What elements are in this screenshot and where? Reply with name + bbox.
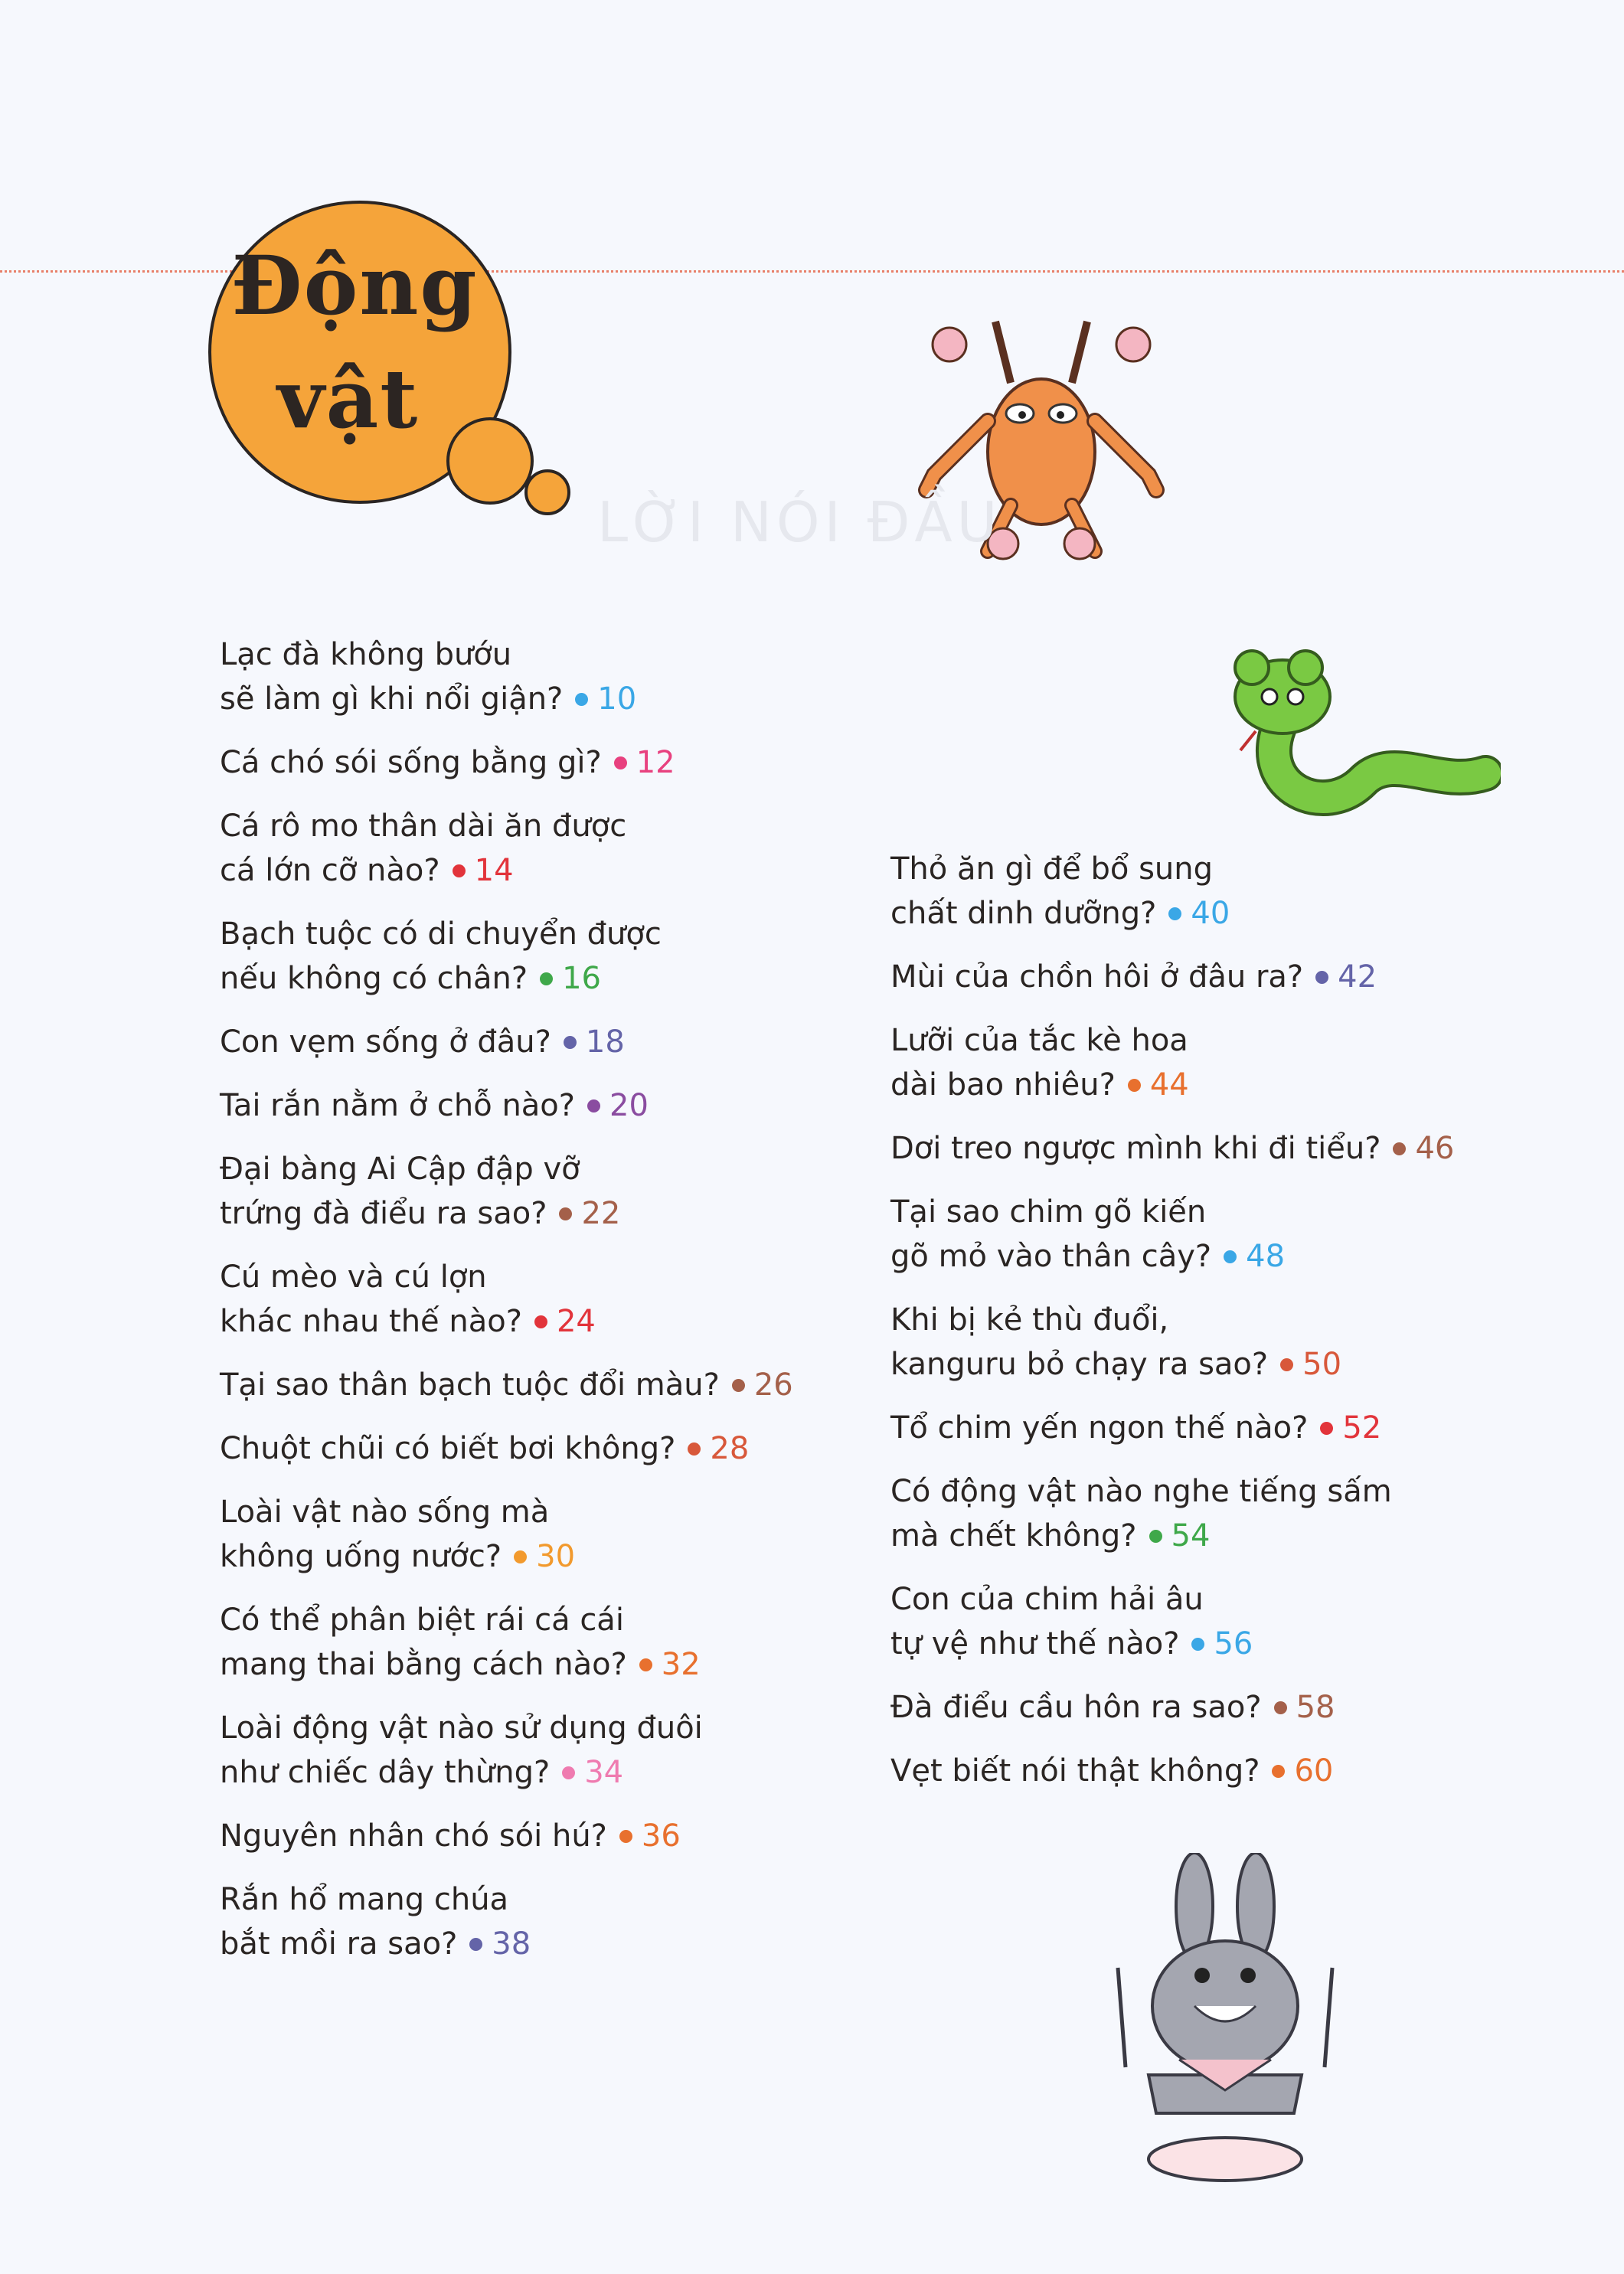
toc-entry-text: Loài vật nào sống mà [220, 1495, 550, 1530]
toc-entry-text-line [220, 1191, 878, 1236]
toc-entry-text-line [220, 632, 878, 677]
toc-entry-text-line [220, 956, 878, 1001]
toc-entry-text: khác nhau thế nào? [220, 1304, 522, 1339]
toc-entry-text: Có động vật nào nghe tiếng sấm [890, 1474, 1392, 1509]
toc-entry-text: Đà điểu cầu hôn ra sao? [890, 1690, 1262, 1725]
toc-entry-text-line [890, 1685, 1541, 1730]
toc-entry[interactable] [890, 1577, 1541, 1666]
toc-entry-text: bắt mồi ra sao? [220, 1926, 458, 1962]
toc-entry-text: sẽ làm gì khi nổi giận? [220, 681, 564, 717]
toc-entry-text: Đại bàng Ai Cập đập vỡ [220, 1152, 580, 1187]
bullet-dot-icon [1315, 971, 1328, 984]
page-number: 12 [636, 745, 675, 780]
bullet-dot-icon [469, 1938, 482, 1951]
toc-entry-text: Rắn hổ mang chúa [220, 1882, 509, 1917]
toc-entry-text-line [890, 1063, 1541, 1107]
bullet-dot-icon [1224, 1250, 1237, 1263]
green-snake-illustration [1210, 635, 1501, 842]
page-number: 50 [1302, 1347, 1342, 1382]
toc-entry-text-line [890, 1342, 1541, 1387]
toc-entry-text-line [220, 1706, 878, 1750]
toc-entry-text: Vẹt biết nói thật không? [890, 1753, 1260, 1789]
page-number: 22 [581, 1196, 621, 1231]
toc-entry-text: Tổ chim yến ngon thế nào? [890, 1410, 1309, 1446]
toc-entry-text-line [890, 1126, 1541, 1171]
toc-entry-text-line [890, 1577, 1541, 1622]
bullet-dot-icon [1149, 1530, 1162, 1543]
toc-entry-text-line [220, 804, 878, 848]
toc-entry-text: trứng đà điểu ra sao? [220, 1196, 547, 1231]
page-number: 58 [1296, 1690, 1335, 1725]
toc-entry-text-line [220, 848, 878, 893]
toc-entry-text: Con vẹm sống ở đâu? [220, 1024, 551, 1060]
bullet-dot-icon [540, 972, 553, 985]
page-title-line-1: Động [231, 237, 479, 333]
toc-entry-text: dài bao nhiêu? [890, 1067, 1116, 1103]
toc-entry[interactable] [220, 912, 878, 1001]
reverse-page-ghost: LỜI NÓI ĐẦU [597, 490, 1002, 554]
toc-entry-text-line [890, 955, 1541, 999]
toc-entry-text-line [220, 1083, 878, 1128]
toc-entry-text: Cú mèo và cú lợn [220, 1260, 487, 1295]
toc-entry[interactable] [220, 1083, 878, 1128]
bullet-dot-icon [1393, 1142, 1406, 1155]
page-number: 10 [597, 681, 637, 717]
toc-entry-text-line [890, 1190, 1541, 1234]
toc-entry-text: gõ mỏ vào thân cây? [890, 1239, 1212, 1274]
toc-entry[interactable] [890, 847, 1541, 936]
toc-entry-text: Dơi treo ngược mình khi đi tiểu? [890, 1131, 1381, 1166]
toc-entry[interactable] [220, 1020, 878, 1064]
toc-entry[interactable] [220, 1255, 878, 1344]
toc-entry[interactable] [220, 632, 878, 721]
toc-entry[interactable] [890, 1190, 1541, 1279]
toc-entry-text-line [220, 1426, 878, 1471]
toc-entry-text-line [890, 1469, 1541, 1514]
bullet-dot-icon [559, 1207, 572, 1220]
toc-entry-text-line [220, 740, 878, 785]
toc-entry-text: như chiếc dây thừng? [220, 1755, 551, 1790]
bullet-dot-icon [619, 1830, 632, 1843]
toc-entry[interactable] [890, 1126, 1541, 1171]
toc-entry-text-line [220, 1922, 878, 1966]
page-number: 34 [584, 1755, 624, 1790]
toc-entry-text-line [220, 1598, 878, 1642]
page-number: 54 [1171, 1518, 1211, 1554]
toc-left-column [220, 632, 878, 1985]
page-number: 18 [585, 1024, 625, 1060]
toc-entry[interactable] [220, 1814, 878, 1858]
page-number: 32 [661, 1647, 701, 1682]
bullet-dot-icon [639, 1658, 652, 1671]
page-number: 40 [1191, 896, 1230, 931]
toc-entry-text: Chuột chũi có biết bơi không? [220, 1431, 676, 1466]
toc-entry-text: Con của chim hải âu [890, 1582, 1204, 1617]
toc-entry-text-line [890, 847, 1541, 891]
toc-entry-text: mang thai bằng cách nào? [220, 1647, 627, 1682]
bullet-dot-icon [614, 756, 627, 769]
bullet-dot-icon [1272, 1765, 1285, 1778]
page-number: 24 [556, 1304, 596, 1339]
toc-entry[interactable] [220, 1363, 878, 1407]
toc-entry-text-line [220, 1299, 878, 1344]
bullet-dot-icon [688, 1442, 701, 1456]
toc-entry-text-line [890, 1514, 1541, 1558]
toc-entry[interactable] [220, 1426, 878, 1471]
bullet-dot-icon [534, 1315, 547, 1328]
page-number: 56 [1214, 1626, 1253, 1661]
toc-entry-text: cá lớn cỡ nào? [220, 853, 440, 888]
page-number: 28 [710, 1431, 750, 1466]
toc-entry-text: Lạc đà không bướu [220, 637, 512, 672]
bullet-dot-icon [1128, 1079, 1141, 1092]
page-number: 60 [1294, 1753, 1334, 1789]
toc-entry-text: Tại sao chim gõ kiến [890, 1194, 1207, 1230]
toc-entry-text-line [220, 1020, 878, 1064]
toc-right-column [890, 847, 1541, 1812]
page-number: 42 [1338, 959, 1377, 995]
toc-entry-text: nếu không có chân? [220, 961, 528, 996]
toc-entry-text-line [220, 1877, 878, 1922]
toc-entry-text-line [220, 1147, 878, 1191]
toc-entry-text: Thỏ ăn gì để bổ sung [890, 851, 1213, 887]
toc-entry-text: Tai rắn nằm ở chỗ nào? [220, 1088, 576, 1123]
toc-entry[interactable] [220, 740, 878, 785]
toc-entry-text: Lưỡi của tắc kè hoa [890, 1023, 1188, 1058]
toc-entry-text-line [220, 1255, 878, 1299]
toc-entry-text: Khi bị kẻ thù đuổi, [890, 1302, 1169, 1338]
toc-entry-text-line [220, 1750, 878, 1795]
bullet-dot-icon [453, 864, 466, 877]
bullet-dot-icon [564, 1036, 577, 1049]
page-number: 52 [1342, 1410, 1382, 1446]
toc-entry-text: Nguyên nhân chó sói hú? [220, 1818, 607, 1854]
toc-entry-text-line [890, 1234, 1541, 1279]
bullet-dot-icon [575, 693, 588, 706]
bullet-dot-icon [587, 1099, 600, 1112]
page-number: 30 [536, 1539, 576, 1574]
toc-entry-text: không uống nước? [220, 1539, 502, 1574]
page-number: 44 [1149, 1067, 1189, 1103]
toc-entry-text: Cá rô mo thân dài ăn được [220, 809, 627, 844]
page-title-line-2: vật [277, 351, 420, 446]
toc-entry[interactable] [220, 1598, 878, 1687]
toc-entry[interactable] [890, 1749, 1541, 1793]
page-number: 48 [1246, 1239, 1286, 1274]
toc-entry[interactable] [220, 1490, 878, 1579]
toc-entry-text-line [890, 1018, 1541, 1063]
toc-entry-text: Loài động vật nào sử dụng đuôi [220, 1710, 703, 1746]
toc-entry-text-line [890, 1622, 1541, 1666]
page-number: 20 [609, 1088, 649, 1123]
bullet-dot-icon [1320, 1422, 1333, 1435]
toc-entry-text-line [220, 1363, 878, 1407]
page-number: 38 [492, 1926, 531, 1962]
toc-entry[interactable] [890, 1685, 1541, 1730]
toc-entry-text: Cá chó sói sống bằng gì? [220, 745, 602, 780]
toc-entry[interactable] [220, 804, 878, 893]
bullet-dot-icon [1168, 907, 1181, 920]
toc-entry-text-line [220, 912, 878, 956]
toc-entry-text-line [890, 1749, 1541, 1793]
toc-entry[interactable] [890, 1298, 1541, 1387]
toc-entry[interactable] [220, 1147, 878, 1236]
toc-entry[interactable] [890, 1406, 1541, 1450]
toc-entry-text-line [220, 1642, 878, 1687]
toc-entry-text: Bạch tuộc có di chuyển được [220, 916, 662, 952]
toc-entry-text-line [220, 677, 878, 721]
toc-entry-text: mà chết không? [890, 1518, 1137, 1554]
toc-entry-text: Có thể phân biệt rái cá cái [220, 1603, 624, 1638]
toc-entry-text-line [220, 1814, 878, 1858]
toc-entry-text-line [890, 1298, 1541, 1342]
bullet-dot-icon [562, 1766, 575, 1779]
toc-entry[interactable] [220, 1877, 878, 1966]
page-number: 26 [753, 1367, 793, 1403]
page-number: 36 [641, 1818, 681, 1854]
toc-entry-text: chất dinh dưỡng? [890, 896, 1157, 931]
toc-entry-text-line [890, 1406, 1541, 1450]
page-number: 46 [1415, 1131, 1455, 1166]
bullet-dot-icon [732, 1379, 745, 1392]
toc-entry[interactable] [220, 1706, 878, 1795]
toc-entry[interactable] [890, 1469, 1541, 1558]
bullet-dot-icon [1191, 1638, 1204, 1651]
toc-entry-text: Mùi của chồn hôi ở đâu ra? [890, 959, 1304, 995]
toc-entry-text-line [890, 891, 1541, 936]
rabbit-with-plate-illustration [1072, 1853, 1394, 2190]
toc-entry-text-line [220, 1534, 878, 1579]
page-number: 14 [474, 853, 514, 888]
bullet-dot-icon [1280, 1358, 1293, 1371]
bullet-dot-icon [1274, 1701, 1287, 1714]
toc-entry[interactable] [890, 955, 1541, 999]
toc-entry-text: Tại sao thân bạch tuộc đổi màu? [220, 1367, 720, 1403]
page-number: 16 [562, 961, 601, 996]
bullet-dot-icon [514, 1550, 527, 1563]
toc-entry-text: kanguru bỏ chạy ra sao? [890, 1347, 1269, 1382]
toc-entry-text-line [220, 1490, 878, 1534]
toc-entry[interactable] [890, 1018, 1541, 1107]
toc-entry-text: tự vệ như thế nào? [890, 1626, 1180, 1661]
